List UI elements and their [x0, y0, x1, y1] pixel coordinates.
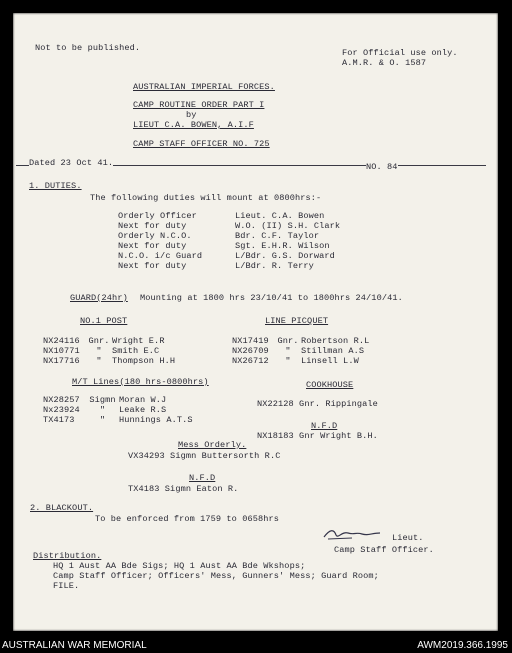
footer-institution: AUSTRALIAN WAR MEMORIAL	[2, 640, 147, 651]
mt-lines-list	[43, 395, 193, 425]
distribution-line: HQ 1 Aust AA Bde Sigs; HQ 1 Aust AA Bde Wkshops;	[53, 561, 306, 571]
duty-row: Next for duty Sgt. E.H.R. Wilson	[118, 241, 330, 251]
list-item: NX24116 Gnr. Wright E.R	[43, 336, 165, 346]
date-line: Dated 23 Oct 41.	[29, 158, 114, 168]
handwritten-signature	[322, 527, 382, 541]
mess-nfd-heading: N.F.D	[189, 473, 216, 483]
publication-note: Not to be published.	[35, 43, 141, 53]
archive-footer	[0, 638, 512, 653]
footer-accession-number: AWM2019.366.1995	[417, 640, 508, 651]
list-item: NX28257 Sigmn Moran W.J	[43, 395, 167, 405]
duties-intro: The following duties will mount at 0800hrs:-	[90, 193, 322, 203]
cookhouse-nfd-row: NX18183 Gnr Wright B.H.	[257, 431, 378, 441]
duty-row: Next for duty L/Bdr. R. Terry	[118, 261, 314, 271]
list-item: NX26712 " Linsell L.W	[232, 356, 359, 366]
document-subtitle: CAMP ROUTINE ORDER PART I	[133, 100, 265, 110]
mess-orderly-heading: Mess Orderly.	[178, 440, 247, 450]
list-item: Nx23924 " Leake R.S	[43, 405, 167, 415]
list-item: NX26709 " Stillman A.S	[232, 346, 365, 356]
order-reference: A.M.R. & O. 1587	[342, 58, 427, 68]
distribution-line: Camp Staff Officer; Officers' Mess, Gunners' Mess; Guard Room;	[53, 571, 379, 581]
signature-rank: Lieut.	[392, 533, 424, 543]
blackout-text: To be enforced from 1759 to 0658hrs	[95, 514, 279, 524]
guard-label: GUARD(24hr)	[70, 293, 128, 303]
signature-title: Camp Staff Officer.	[334, 545, 434, 555]
duty-row: Orderly Officer Lieut. C.A. Bowen	[118, 211, 325, 221]
mess-orderly-row: VX34293 Sigmn Buttersorth R.C	[128, 451, 281, 461]
office-line: CAMP STAFF OFFICER NO. 725	[133, 139, 270, 149]
document-title: AUSTRALIAN IMPERIAL FORCES.	[133, 82, 275, 92]
guard-mounting: Mounting at 1800 hrs 23/10/41 to 1800hrs 24/10/41.	[140, 293, 403, 303]
blackout-heading: 2. BLACKOUT.	[30, 503, 94, 513]
mess-nfd-row: TX4183 Sigmn Eaton R.	[128, 484, 239, 494]
mt-lines-heading: M/T Lines(180 hrs-0800hrs)	[72, 377, 209, 387]
duties-list	[118, 211, 340, 271]
cookhouse-row: NX22128 Gnr. Rippingale	[257, 399, 378, 409]
line-picquet-list	[232, 336, 369, 366]
classification-note: For Official use only.	[342, 48, 458, 58]
by-line: by	[186, 110, 197, 120]
list-item: NX17419 Gnr. Robertson R.L	[232, 336, 370, 346]
author-line: LIEUT C.A. BOWEN, A.I.F	[133, 120, 254, 130]
list-item: NX10771 " Smith E.C	[43, 346, 160, 356]
list-item: NX17716 " Thompson H.H	[43, 356, 176, 366]
distribution-heading: Distribution.	[33, 551, 102, 561]
duty-row: Orderly N.C.O. Bdr. C.F. Taylor	[118, 231, 320, 241]
distribution-line: FILE.	[53, 581, 80, 591]
list-item: TX4173 " Hunnings A.T.S	[43, 415, 193, 425]
order-number: NO. 84	[366, 162, 398, 172]
duties-heading: 1. DUTIES.	[29, 181, 82, 191]
cookhouse-heading: COOKHOUSE	[306, 380, 354, 390]
duty-row: Next for duty W.O. (II) S.H. Clark	[118, 221, 341, 231]
duty-row: N.C.O. i/c Guard L/Bdr. G.S. Dorward	[118, 251, 335, 261]
no1-post-list	[43, 336, 175, 366]
no1-post-heading: NO.1 POST	[80, 316, 128, 326]
cookhouse-nfd-heading: N.F.D	[311, 421, 338, 431]
line-picquet-heading: LINE PICQUET	[265, 316, 329, 326]
